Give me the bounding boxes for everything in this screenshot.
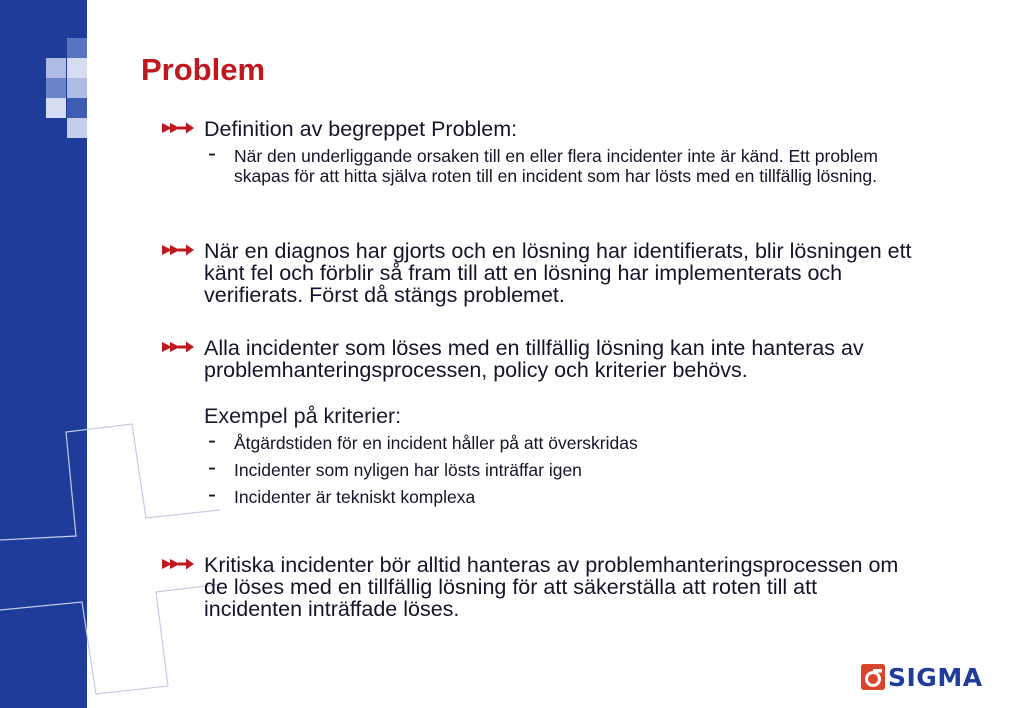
sigma-logo-mark-icon: [861, 664, 885, 690]
sigma-logo: [861, 662, 983, 692]
logo-text: SIGMA: [888, 662, 983, 692]
criteria-heading: Exempel på kriterier:: [204, 404, 402, 428]
bullet-item: [161, 554, 931, 620]
dash-bullet: -: [208, 140, 216, 167]
bullet-item: [161, 118, 931, 186]
bullet-item: [161, 337, 931, 507]
dash-bullet: -: [208, 454, 216, 481]
sub-item: [208, 427, 934, 454]
dash-bullet: -: [208, 427, 216, 454]
sub-item: [208, 454, 934, 481]
bullet-text: Alla incidenter som löses med en tillfällig lösning kan inte hanteras av problemhanteringsprocessen, policy och kriterier behövs.: [204, 336, 864, 382]
dash-bullet: -: [208, 481, 216, 508]
bullet-text: När en diagnos har gjorts och en lösning har identifierats, blir lösningen ett känt fel och förblir så fram till att en lösning har implementerats och verifierats. Först då stängs problemet.: [204, 239, 912, 307]
arrow-bullet-icon: [161, 121, 195, 135]
bullet-text: Kritiska incidenter bör alltid hanteras av problemhanteringsprocessen om de löses med en tillfällig lösning för att säkerställa att roten till att incidenten inträffade löses.: [204, 553, 899, 621]
sub-item-text: När den underliggande orsaken till en eller flera incidenter inte är känd. Ett problem skapas för att hitta själva roten till en incident som har lösts med en tillfällig lösning.: [234, 146, 878, 186]
arrow-bullet-icon: [161, 557, 195, 571]
arrow-bullet-icon: [161, 340, 195, 354]
slide-title: Problem: [141, 52, 266, 87]
sub-item: [208, 481, 934, 508]
bullet-item: [161, 240, 931, 306]
sub-item-text: Incidenter är tekniskt komplexa: [234, 487, 476, 507]
sub-item: [208, 140, 934, 186]
bullet-text: Definition av begreppet Problem:: [204, 117, 518, 141]
sub-item-text: Åtgärdstiden för en incident håller på att överskridas: [234, 433, 638, 453]
arrow-bullet-icon: [161, 243, 195, 257]
sub-item-text: Incidenter som nyligen har lösts inträffar igen: [234, 460, 582, 480]
